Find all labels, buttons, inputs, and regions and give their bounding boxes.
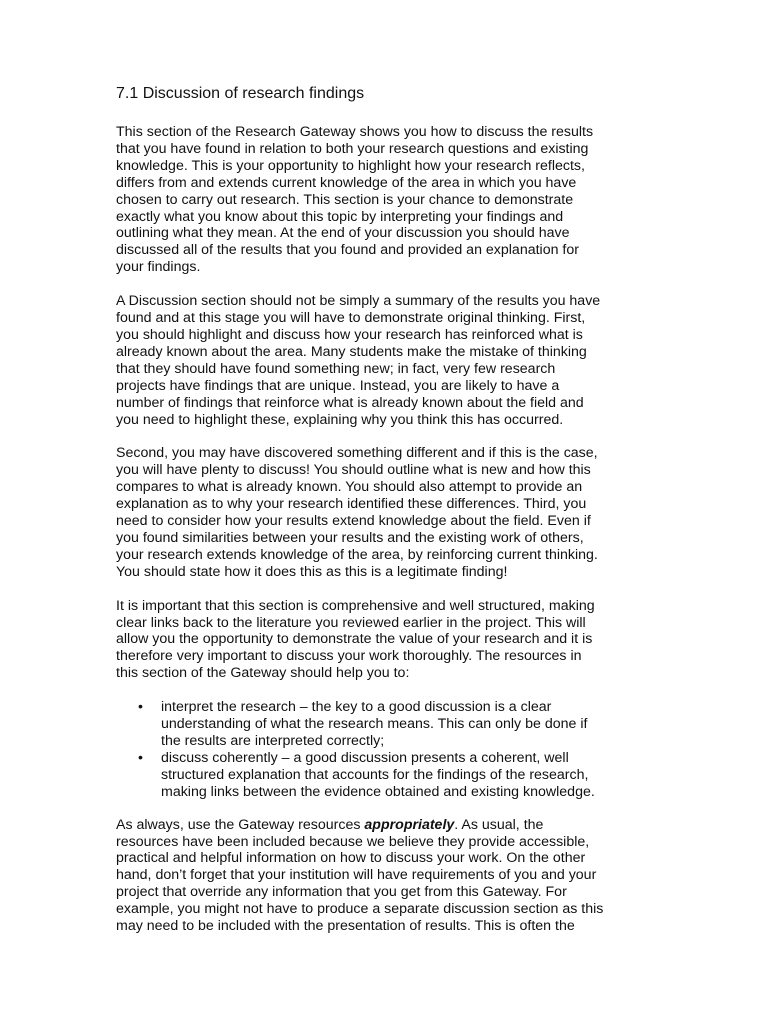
text-line: This section of the Research Gateway shows you how to discuss the results bbox=[116, 124, 594, 140]
paragraph-closing bbox=[116, 817, 656, 935]
text-line: differs from and extends current knowledge of the area in which you have bbox=[116, 174, 577, 191]
text-line: need to consider how your results extend knowledge about the field. Even if bbox=[116, 513, 591, 530]
bullet-icon: • bbox=[138, 749, 143, 766]
text-line: project that override any information that you get from this Gateway. For bbox=[116, 884, 567, 901]
text-line: You should state how it does this as this is a legitimate finding! bbox=[116, 563, 508, 580]
bullet-list bbox=[116, 699, 656, 800]
text-line: that you have found in relation to both your research questions and existing bbox=[116, 140, 589, 157]
text-line: clear links back to the literature you reviewed earlier in the project. This will bbox=[116, 614, 586, 631]
text-line: you should highlight and discuss how your research has reinforced what is bbox=[116, 326, 583, 343]
text-line: hand, don’t forget that your institution will have requirements of you and your bbox=[116, 867, 597, 884]
paragraph-discussion-summary bbox=[116, 293, 656, 428]
text-line bbox=[116, 817, 656, 834]
text-line: projects have findings that are unique. Instead, you are likely to have a bbox=[116, 377, 560, 394]
text-line: resources have been included because we believe they provide accessible, bbox=[116, 833, 590, 850]
text-line: your findings. bbox=[116, 259, 201, 276]
text-line: discuss coherently – a good discussion presents a coherent, well bbox=[161, 749, 569, 766]
text-line: making links between the evidence obtained and existing knowledge. bbox=[161, 783, 595, 800]
text-line: outlining what they mean. At the end of your discussion you should have bbox=[116, 225, 570, 242]
text-segment: . As usual, the bbox=[454, 816, 544, 833]
list-item bbox=[116, 750, 656, 801]
section-heading: 7.1 Discussion of research findings bbox=[116, 85, 365, 102]
text-line: number of findings that reinforce what is already known about the field and bbox=[116, 394, 584, 411]
text-line: this section of the Gateway should help you to: bbox=[116, 665, 410, 682]
text-line: It is important that this section is comprehensive and well structured, making bbox=[116, 597, 595, 614]
text-line: may need to be included with the presentation of results. This is often the bbox=[116, 918, 575, 935]
text-line: interpret the research – the key to a good discussion is a clear bbox=[161, 699, 552, 716]
text-line: that they should have found something new; in fact, very few research bbox=[116, 360, 556, 377]
text-line: Second, you may have discovered something different and if this is the case, bbox=[116, 445, 598, 462]
text-line: the results are interpreted correctly; bbox=[161, 733, 385, 749]
text-line: allow you the opportunity to demonstrate the value of your research and it is bbox=[116, 631, 593, 648]
text-line: discussed all of the results that you found and provided an explanation for bbox=[116, 242, 579, 259]
text-line: explanation as to why your research identified these differences. Third, you bbox=[116, 496, 587, 513]
text-line: exactly what you know about this topic by interpreting your findings and bbox=[116, 208, 564, 225]
text-line: understanding of what the research means. This can only be done if bbox=[161, 716, 588, 733]
text-line: already known about the area. Many students make the mistake of thinking bbox=[116, 343, 587, 360]
text-line: you found similarities between your results and the existing work of others, bbox=[116, 529, 584, 546]
text-line: knowledge. This is your opportunity to highlight how your research reflects, bbox=[116, 157, 585, 174]
text-line: A Discussion section should not be simply a summary of the results you have bbox=[116, 293, 601, 310]
paragraph-structure bbox=[116, 598, 656, 683]
bullet-icon: • bbox=[138, 699, 143, 716]
text-line: chosen to carry out research. This section is your chance to demonstrate bbox=[116, 191, 574, 208]
text-segment: As always, use the Gateway resources bbox=[116, 816, 365, 833]
text-line: your research extends knowledge of the area, by reinforcing current thinking. bbox=[116, 546, 598, 563]
text-line: example, you might not have to produce a separate discussion section as this bbox=[116, 901, 604, 918]
text-line: structured explanation that accounts for the findings of the research, bbox=[161, 766, 589, 783]
paragraph-differences bbox=[116, 445, 656, 580]
text-line: therefore very important to discuss your work thoroughly. The resources in bbox=[116, 648, 582, 665]
text-line: you need to highlight these, explaining why you think this has occurred. bbox=[116, 411, 564, 428]
list-item bbox=[116, 699, 656, 750]
text-line: practical and helpful information on how to discuss your work. On the other bbox=[116, 850, 586, 867]
text-line: compares to what is already known. You should also attempt to provide an bbox=[116, 479, 583, 496]
text-line: found and at this stage you will have to demonstrate original thinking. First, bbox=[116, 310, 586, 327]
emphasis-text: appropriately bbox=[364, 816, 455, 833]
text-line: you will have plenty to discuss! You should outline what is new and how this bbox=[116, 462, 591, 479]
document-page bbox=[116, 84, 656, 952]
paragraph-intro bbox=[116, 124, 656, 276]
